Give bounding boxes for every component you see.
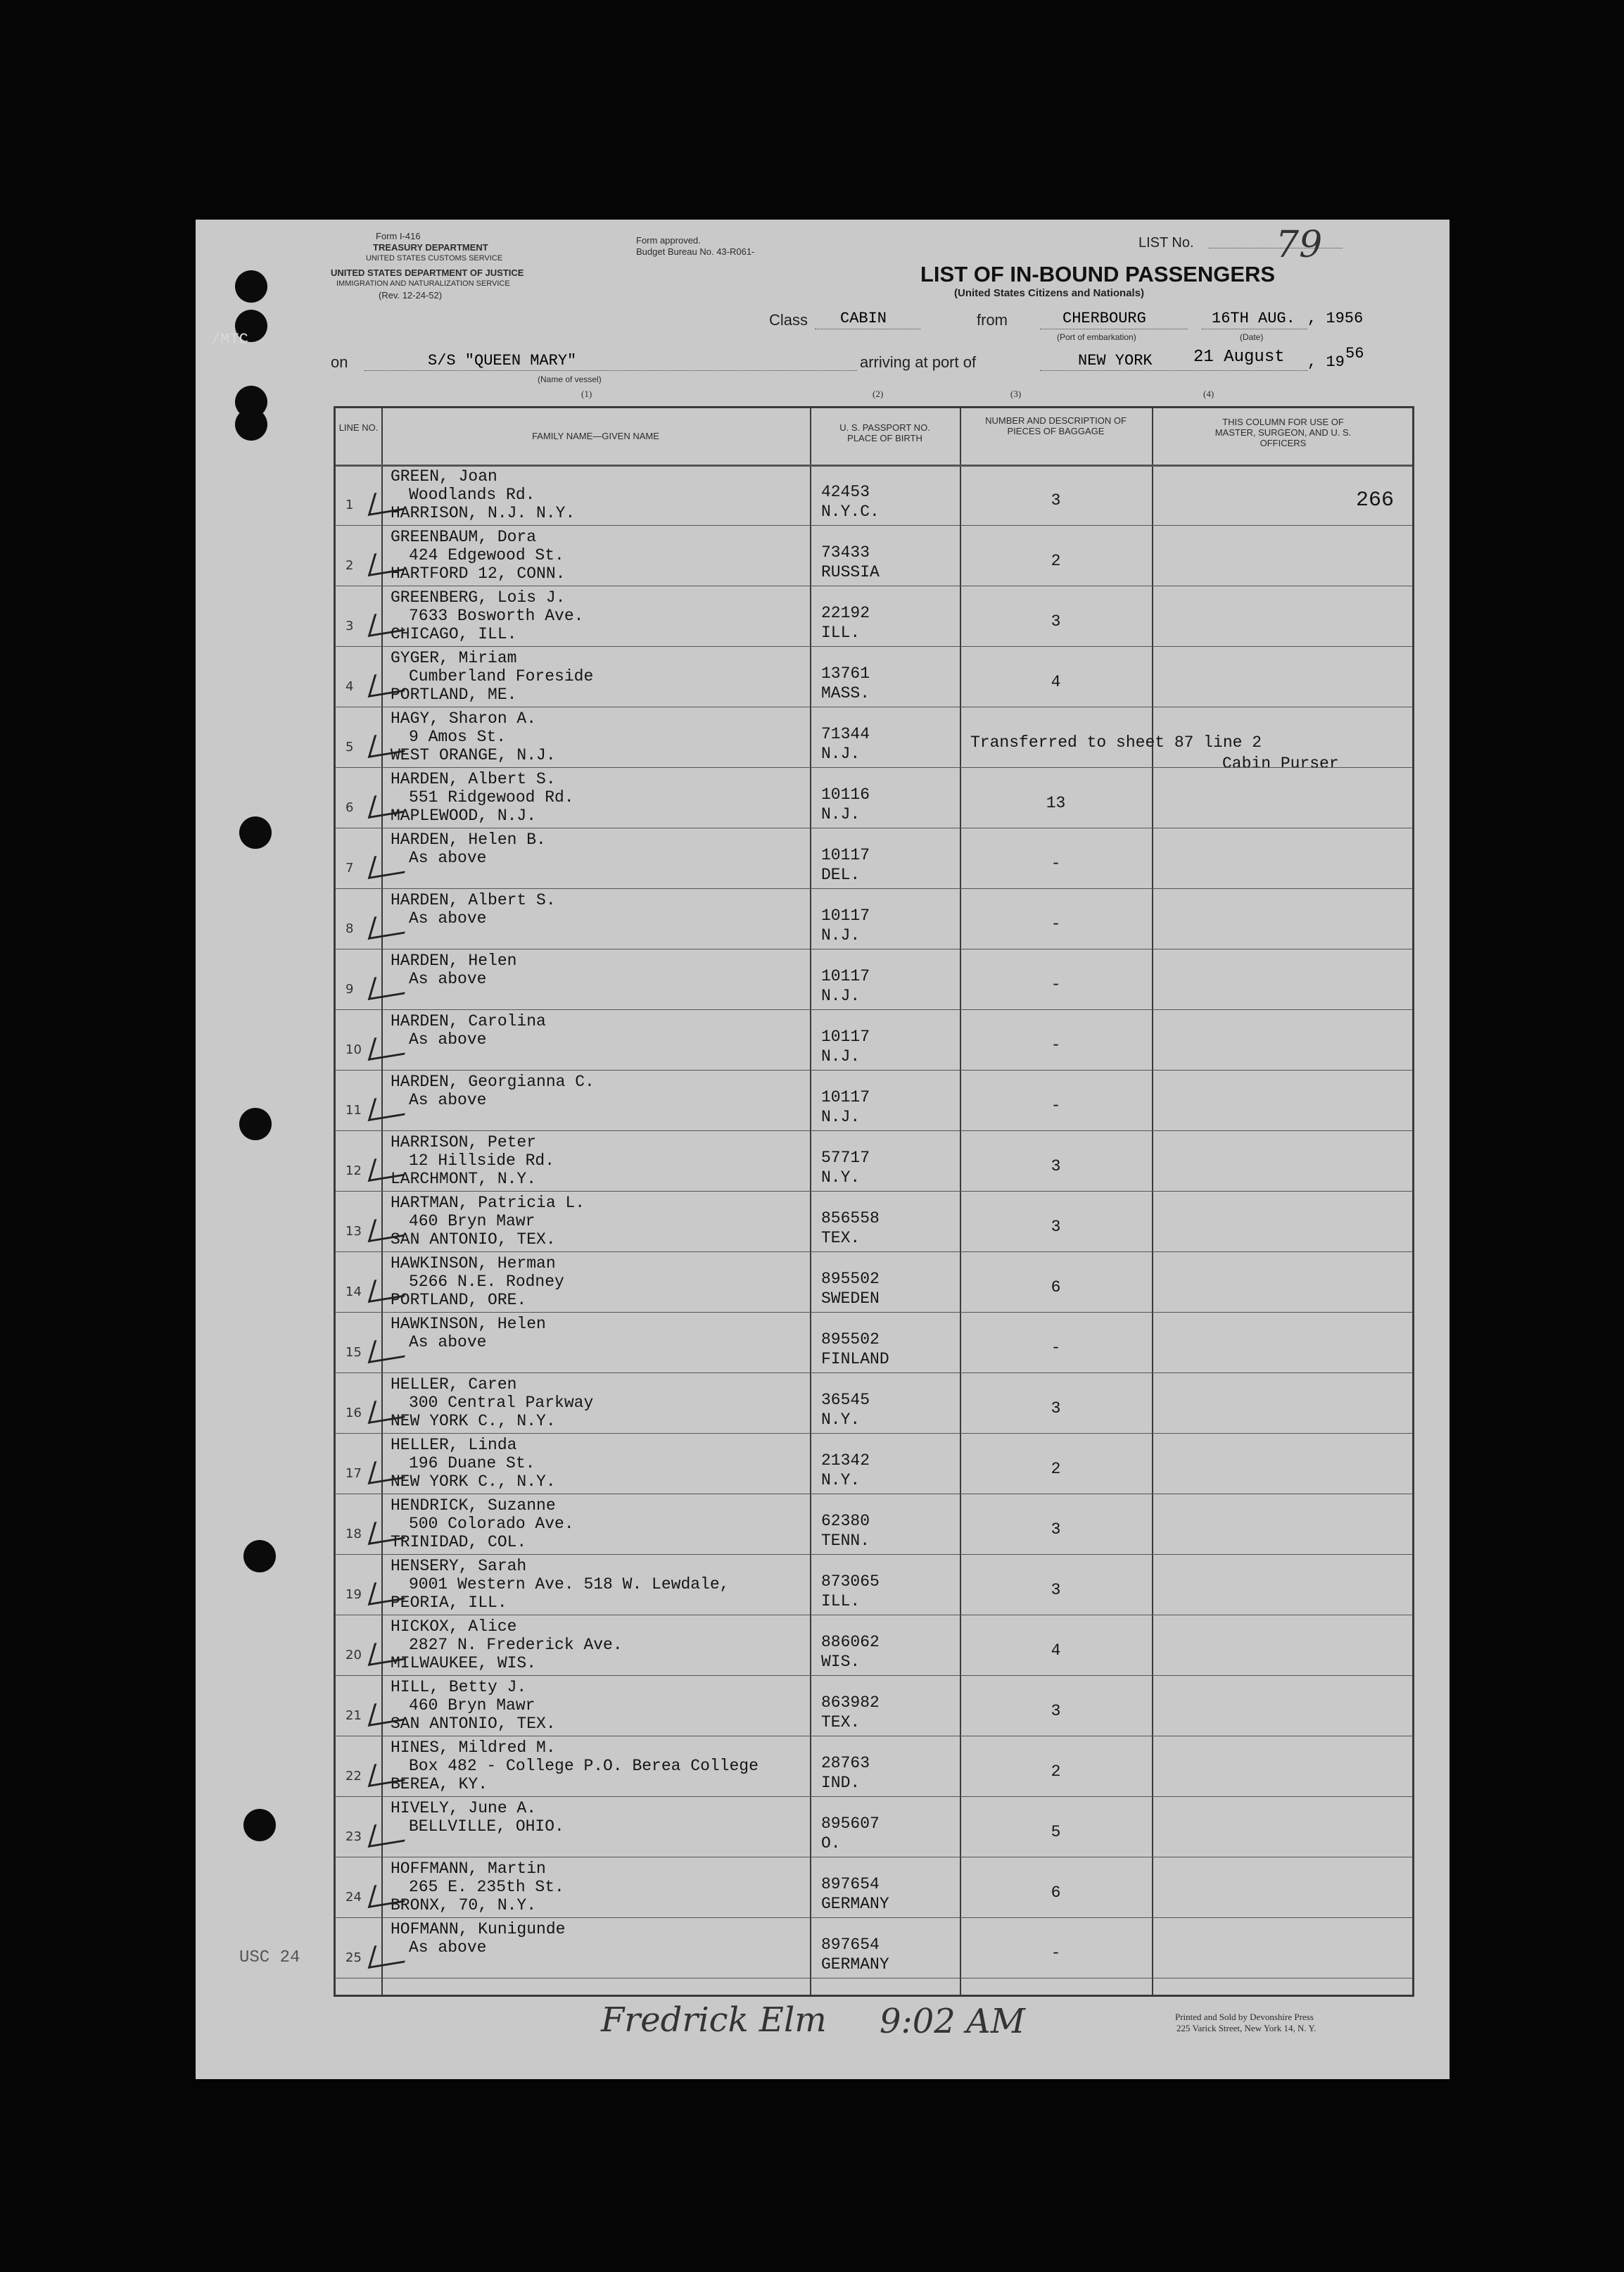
place-of-birth: SWEDEN	[821, 1289, 880, 1308]
line-number: 20	[345, 1648, 362, 1662]
passenger-name: HARDEN, Albert S.	[391, 891, 556, 909]
passport-number: 856558	[821, 1209, 880, 1227]
officer-note: 266	[1356, 488, 1395, 512]
passenger-name: HARDEN, Helen B.	[391, 831, 546, 849]
passenger-name: HELLER, Caren	[391, 1375, 517, 1394]
printer-line-1: Printed and Sold by Devonshire Press	[1175, 2012, 1314, 2022]
table-row	[336, 1009, 1412, 1070]
baggage-count: 3	[1051, 1702, 1061, 1720]
address-line-1: 9001 Western Ave. 518 W. Lewdale,	[409, 1575, 730, 1593]
passenger-name: HARDEN, Georgianna C.	[391, 1073, 595, 1091]
address-line-1: As above	[409, 1333, 487, 1351]
address-line-1: 300 Central Parkway	[409, 1394, 594, 1412]
baggage-count: Transferred to sheet 87 line 2	[970, 733, 1262, 752]
line-number: 6	[345, 800, 354, 815]
form-approved: Form approved.	[636, 235, 701, 246]
passenger-name: HENSERY, Sarah	[391, 1557, 527, 1575]
place-of-birth: N.J.	[821, 987, 861, 1005]
header-passport: U. S. PASSPORT NO. PLACE OF BIRTH	[839, 422, 930, 443]
address-line-1: As above	[409, 1091, 487, 1109]
passport-number: 895502	[821, 1330, 880, 1349]
passport-number: 13761	[821, 664, 870, 683]
arrival-port: NEW YORK	[1078, 352, 1153, 370]
passenger-name: HARTMAN, Patricia L.	[391, 1194, 585, 1212]
table-row	[336, 1251, 1412, 1312]
arrival-year-prefix: , 19	[1307, 353, 1345, 371]
baggage-count: 2	[1051, 552, 1061, 570]
passenger-name: HAGY, Sharon A.	[391, 709, 537, 728]
table-row	[336, 1554, 1412, 1615]
baggage-count: 3	[1051, 1218, 1061, 1236]
table-row	[336, 1070, 1412, 1130]
address-line-1: 12 Hillside Rd.	[409, 1151, 555, 1170]
baggage-count: 4	[1051, 1641, 1061, 1660]
header-officers: THIS COLUMN FOR USE OF MASTER, SURGEON, AND U. S. OFFICERS	[1214, 417, 1352, 448]
col-num-2: (2)	[873, 389, 884, 399]
check-mark	[368, 971, 412, 1000]
class-label: Class	[769, 311, 808, 329]
table-row	[336, 465, 1412, 525]
place-of-birth: ILL.	[821, 624, 861, 642]
line-number: 22	[345, 1769, 362, 1784]
binder-hole	[239, 816, 272, 849]
place-of-birth: N.Y.C.	[821, 503, 880, 521]
address-line-1: 9 Amos St.	[409, 728, 507, 746]
passport-number: 57717	[821, 1149, 870, 1167]
signature-time: 9:02 AM	[880, 2002, 1025, 2041]
place-of-birth: GERMANY	[821, 1955, 889, 1974]
document-subtitle: (United States Citizens and Nationals)	[954, 287, 1145, 299]
passport-number: 10117	[821, 846, 870, 864]
passport-number: 873065	[821, 1572, 880, 1591]
list-label: LIST No.	[1138, 235, 1194, 251]
address-line-2: HARRISON, N.J. N.Y.	[391, 504, 576, 522]
check-mark	[368, 1092, 412, 1121]
place-of-birth: N.Y.	[821, 1410, 861, 1429]
table-row	[336, 1312, 1412, 1372]
address-line-1: 460 Bryn Mawr	[409, 1212, 535, 1230]
baggage-count: 3	[1051, 1157, 1061, 1175]
ins-service: IMMIGRATION AND NATURALIZATION SERVICE	[336, 279, 510, 288]
address-line-1: 500 Colorado Ave.	[409, 1515, 574, 1533]
table-row	[336, 949, 1412, 1009]
passenger-name: HICKOX, Alice	[391, 1617, 517, 1636]
passenger-name: HAWKINSON, Herman	[391, 1254, 556, 1273]
check-mark	[368, 1940, 412, 1969]
address-line-2: MAPLEWOOD, N.J.	[391, 807, 537, 825]
baggage-count: 2	[1051, 1460, 1061, 1478]
table-row	[336, 1372, 1412, 1433]
place-of-birth: N.J.	[821, 745, 861, 763]
passport-number: 10116	[821, 785, 870, 804]
officer-note: Cabin Purser	[1222, 755, 1339, 773]
table-row	[336, 1917, 1412, 1978]
address-line-1: 460 Bryn Mawr	[409, 1696, 535, 1715]
header-divider	[336, 465, 1412, 467]
baggage-count: -	[1051, 1097, 1061, 1115]
passenger-name: HIVELY, June A.	[391, 1799, 537, 1817]
line-number: 1	[345, 498, 354, 512]
address-line-2: PORTLAND, ORE.	[391, 1291, 527, 1309]
address-line-1: As above	[409, 1938, 487, 1957]
place-of-birth: RUSSIA	[821, 563, 880, 581]
place-of-birth: O.	[821, 1834, 841, 1853]
passenger-name: HENDRICK, Suzanne	[391, 1496, 556, 1515]
table-row	[336, 525, 1412, 586]
line-number: 9	[345, 982, 354, 997]
arriving-label: arriving at port of	[860, 353, 977, 371]
baggage-count: 3	[1051, 1520, 1061, 1539]
line-number: 18	[345, 1527, 362, 1541]
address-line-1: 265 E. 235th St.	[409, 1878, 564, 1896]
passport-number: 886062	[821, 1633, 880, 1651]
passport-number: 71344	[821, 725, 870, 743]
baggage-count: -	[1051, 1036, 1061, 1054]
binder-hole	[235, 270, 267, 303]
from-label: from	[977, 311, 1008, 329]
place-of-birth: TENN.	[821, 1532, 870, 1550]
address-line-2: NEW YORK C., N.Y.	[391, 1412, 556, 1430]
table-row	[336, 1736, 1412, 1796]
line-number: 19	[345, 1587, 362, 1602]
address-line-1: 196 Duane St.	[409, 1454, 535, 1472]
line-number: 11	[345, 1103, 362, 1118]
vessel-name: S/S "QUEEN MARY"	[428, 352, 577, 370]
line-number: 21	[345, 1708, 362, 1723]
address-line-1: 551 Ridgewood Rd.	[409, 788, 574, 807]
passenger-name: HOFMANN, Kunigunde	[391, 1920, 566, 1938]
line-number: 3	[345, 619, 354, 633]
address-line-1: Box 482 - College P.O. Berea College	[409, 1757, 759, 1775]
date-caption: (Date)	[1240, 332, 1264, 342]
place-of-birth: TEX.	[821, 1713, 861, 1731]
address-line-1: As above	[409, 1030, 487, 1049]
line-number: 2	[345, 558, 354, 573]
customs-service: UNITED STATES CUSTOMS SERVICE	[366, 254, 503, 263]
passport-number: 22192	[821, 604, 870, 622]
usc-stamp: USC 24	[239, 1948, 300, 1967]
line-number: 17	[345, 1466, 362, 1481]
passport-number: 10117	[821, 967, 870, 985]
header-line-no: LINE NO.	[338, 422, 379, 433]
place-of-birth: IND.	[821, 1774, 861, 1792]
budget-bureau: Budget Bureau No. 43-R061-	[636, 246, 755, 257]
address-line-1: 7633 Bosworth Ave.	[409, 607, 584, 625]
revision: (Rev. 12-24-52)	[379, 290, 443, 301]
passport-number: 73433	[821, 543, 870, 562]
passport-number: 863982	[821, 1693, 880, 1712]
passenger-name: GREENBERG, Lois J.	[391, 588, 566, 607]
address-line-1: As above	[409, 849, 487, 867]
passenger-name: HOFFMANN, Martin	[391, 1860, 546, 1878]
table-row	[336, 707, 1412, 773]
place-of-birth: N.J.	[821, 926, 861, 945]
place-of-birth: ILL.	[821, 1592, 861, 1610]
address-line-2: LARCHMONT, N.Y.	[391, 1170, 537, 1188]
place-of-birth: N.J.	[821, 1108, 861, 1126]
margin-note: /MTC	[211, 331, 248, 348]
address-line-2: BEREA, KY.	[391, 1775, 488, 1793]
address-line-1: 2827 N. Frederick Ave.	[409, 1636, 623, 1654]
baggage-count: 3	[1051, 1399, 1061, 1418]
departure-date: 16TH AUG.	[1212, 310, 1295, 327]
line-number: 12	[345, 1163, 362, 1178]
passenger-name: HARDEN, Albert S.	[391, 770, 556, 788]
passport-number: 62380	[821, 1512, 870, 1530]
table-row	[336, 888, 1412, 949]
line-number: 14	[345, 1285, 362, 1299]
baggage-count: -	[1051, 976, 1061, 994]
baggage-count: 2	[1051, 1762, 1061, 1781]
manifest-page	[196, 220, 1449, 2079]
arrival-line	[1040, 370, 1307, 371]
passport-number: 895607	[821, 1815, 880, 1833]
table-row	[336, 1675, 1412, 1736]
baggage-count: 5	[1051, 1823, 1061, 1841]
line-number: 16	[345, 1406, 362, 1420]
treasury-dept: TREASURY DEPARTMENT	[373, 242, 488, 253]
port-of-embarkation: CHERBOURG	[1062, 310, 1146, 327]
justice-dept: UNITED STATES DEPARTMENT OF JUSTICE	[331, 267, 524, 278]
check-mark	[368, 1032, 412, 1061]
document-title: LIST OF IN-BOUND PASSENGERS	[920, 262, 1276, 286]
place-of-birth: N.J.	[821, 805, 861, 823]
line-number: 10	[345, 1042, 362, 1057]
address-line-1: 424 Edgewood St.	[409, 546, 564, 564]
passenger-name: HAWKINSON, Helen	[391, 1315, 546, 1333]
on-label: on	[331, 353, 348, 371]
line-number: 25	[345, 1950, 362, 1965]
passenger-name: HINES, Mildred M.	[391, 1738, 556, 1757]
passenger-name: HELLER, Linda	[391, 1436, 517, 1454]
line-number: 15	[345, 1345, 362, 1360]
baggage-count: -	[1051, 1339, 1061, 1357]
vessel-caption: (Name of vessel)	[538, 374, 602, 384]
header-name: FAMILY NAME—GIVEN NAME	[532, 431, 659, 441]
departure-year: , 1956	[1307, 310, 1364, 327]
address-line-1: As above	[409, 909, 487, 928]
passenger-name: GREENBAUM, Dora	[391, 528, 537, 546]
address-line-2: MILWAUKEE, WIS.	[391, 1654, 537, 1672]
table-row	[336, 1433, 1412, 1494]
address-line-2: SAN ANTONIO, TEX.	[391, 1230, 556, 1249]
line-number: 23	[345, 1829, 362, 1844]
table-row	[336, 767, 1412, 828]
baggage-count: 4	[1051, 673, 1061, 691]
passport-number: 21342	[821, 1451, 870, 1470]
binder-hole	[243, 1540, 276, 1572]
line-number: 24	[345, 1890, 362, 1905]
passport-number: 897654	[821, 1875, 880, 1893]
address-line-1: Woodlands Rd.	[409, 486, 535, 504]
baggage-count: 6	[1051, 1883, 1061, 1902]
vessel-line	[364, 370, 857, 371]
table-row	[336, 1494, 1412, 1554]
address-line-1: As above	[409, 970, 487, 988]
passport-number: 897654	[821, 1936, 880, 1954]
place-of-birth: N.Y.	[821, 1168, 861, 1187]
address-line-2: PEORIA, ILL.	[391, 1593, 507, 1612]
place-of-birth: DEL.	[821, 866, 861, 884]
passport-number: 36545	[821, 1391, 870, 1409]
place-of-birth: N.Y.	[821, 1471, 861, 1489]
binder-hole	[243, 1809, 276, 1841]
passenger-name: GYGER, Miriam	[391, 649, 517, 667]
baggage-count: 3	[1051, 612, 1061, 631]
port-embark-caption: (Port of embarkation)	[1057, 332, 1136, 342]
place-of-birth: TEX.	[821, 1229, 861, 1247]
check-mark	[368, 911, 412, 940]
table-row	[336, 586, 1412, 646]
passenger-name: HARDEN, Helen	[391, 952, 517, 970]
place-of-birth: WIS.	[821, 1653, 861, 1671]
arrival-date: 21 August	[1193, 348, 1285, 367]
table-row	[336, 1191, 1412, 1251]
address-line-2: WEST ORANGE, N.J.	[391, 746, 556, 764]
address-line-1: BELLVILLE, OHIO.	[409, 1817, 564, 1836]
table-row	[336, 1857, 1412, 1917]
printer-line-2: 225 Varick Street, New York 14, N. Y.	[1176, 2023, 1317, 2033]
baggage-count: 13	[1046, 794, 1066, 812]
signature: Fredrick Elm	[601, 2000, 827, 2040]
baggage-count: 6	[1051, 1278, 1061, 1296]
baggage-count: -	[1051, 1944, 1061, 1962]
address-line-1: 5266 N.E. Rodney	[409, 1273, 564, 1291]
address-line-2: TRINIDAD, COL.	[391, 1533, 527, 1551]
table-row	[336, 1796, 1412, 1857]
address-line-2: PORTLAND, ME.	[391, 686, 517, 704]
passenger-name: GREEN, Joan	[391, 467, 497, 486]
table-row	[336, 828, 1412, 888]
place-of-birth: N.J.	[821, 1047, 861, 1066]
line-number: 7	[345, 861, 354, 876]
form-number: Form I-416	[376, 231, 421, 241]
baggage-count: -	[1051, 854, 1061, 873]
passport-number: 895502	[821, 1270, 880, 1288]
address-line-2: HARTFORD 12, CONN.	[391, 564, 566, 583]
check-mark	[368, 850, 412, 879]
col-num-4: (4)	[1203, 389, 1214, 399]
address-line-2: BRONX, 70, N.Y.	[391, 1896, 537, 1914]
line-number: 13	[345, 1224, 362, 1239]
check-mark	[368, 1819, 412, 1848]
passport-number: 10117	[821, 907, 870, 925]
header-baggage: NUMBER AND DESCRIPTION OF PIECES OF BAGGAGE	[985, 415, 1127, 436]
passenger-name: HARDEN, Carolina	[391, 1012, 546, 1030]
place-of-birth: MASS.	[821, 684, 870, 702]
place-of-birth: GERMANY	[821, 1895, 889, 1913]
passenger-name: HARRISON, Peter	[391, 1133, 537, 1151]
address-line-2: CHICAGO, ILL.	[391, 625, 517, 643]
table-row	[336, 1615, 1412, 1675]
baggage-count: -	[1051, 915, 1061, 933]
list-number: 79	[1276, 224, 1323, 266]
col-num-3: (3)	[1010, 389, 1022, 399]
place-of-birth: FINLAND	[821, 1350, 889, 1368]
line-number: 5	[345, 740, 354, 755]
passport-number: 10117	[821, 1028, 870, 1046]
passenger-name: HILL, Betty J.	[391, 1678, 527, 1696]
passenger-table	[334, 406, 1414, 1997]
binder-hole	[235, 408, 267, 441]
passport-number: 28763	[821, 1754, 870, 1772]
col-num-1: (1)	[581, 389, 592, 399]
table-row	[336, 646, 1412, 707]
line-number: 4	[345, 679, 354, 694]
class-value: CABIN	[840, 310, 887, 327]
table-row	[336, 1130, 1412, 1191]
line-number: 8	[345, 921, 354, 936]
passport-number: 10117	[821, 1088, 870, 1106]
address-line-1: Cumberland Foreside	[409, 667, 594, 686]
baggage-count: 3	[1051, 1581, 1061, 1599]
check-mark	[368, 1334, 412, 1363]
address-line-2: SAN ANTONIO, TEX.	[391, 1715, 556, 1733]
binder-hole	[239, 1108, 272, 1140]
address-line-2: NEW YORK C., N.Y.	[391, 1472, 556, 1491]
passport-number: 42453	[821, 483, 870, 501]
arrival-year-suffix: 56	[1345, 345, 1364, 362]
baggage-count: 3	[1051, 491, 1061, 510]
